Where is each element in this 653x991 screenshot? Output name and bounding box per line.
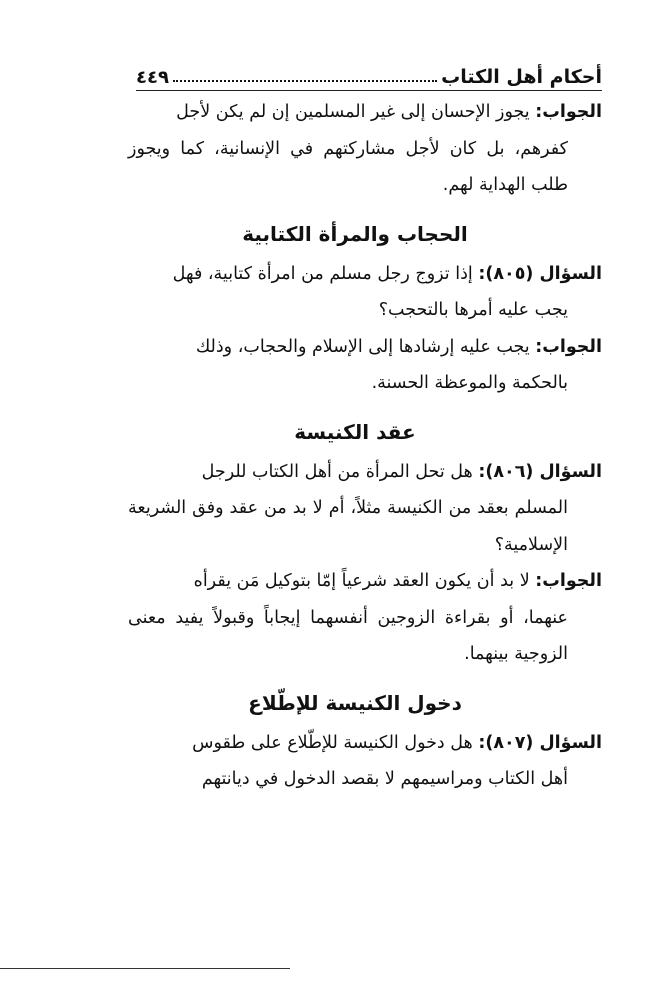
question-continuation: يجب عليه أمرها بالتحجب؟ (378, 300, 568, 320)
answer-continuation: كفرهم، بل كان لأجل مشاركتهم في الإنسانية، كما ويجوز طلب الهداية لهم. (128, 138, 568, 195)
answer-text-first-line: يجب عليه إرشادها إلى الإسلام والحجاب، وذلك (195, 336, 536, 357)
question-continuation: المسلم بعقد من الكنيسة مثلاً، أم لا بد من عقد وفق الشريعة الإسلامية؟ (128, 498, 568, 555)
section-heading-entering-church: دخول الكنيسة للإطّلاع (248, 690, 462, 715)
section-heading-hijab: الحجاب والمرأة الكتابية (242, 221, 468, 246)
question-text-first-line: هل دخول الكنيسة للإطّلاع على طقوس (192, 732, 479, 753)
page-header (136, 52, 602, 88)
dotted-leader (173, 80, 437, 82)
running-title: أحكام أهل الكتاب (441, 66, 602, 88)
footer-rule (0, 968, 290, 969)
question-label: السؤال (٨٠٧): (478, 732, 602, 753)
answer-paragraph (128, 329, 602, 366)
header-rule (136, 90, 602, 91)
answer-label: الجواب: (535, 102, 602, 122)
answer-label: الجواب: (535, 571, 602, 591)
question-paragraph (128, 454, 602, 491)
answer-paragraph (128, 563, 602, 600)
question-text-first-line: إذا تزوج رجل مسلم من امرأة كتابية، فهل (172, 263, 479, 284)
question-paragraph (128, 725, 602, 762)
answer-paragraph (128, 94, 602, 131)
page-number: ٤٤٩ (136, 67, 169, 88)
answer-continuation: عنهما، أو بقراءة الزوجين أنفسهما إيجاباً وقبولاً يفيد معنى الزوجية بينهما. (128, 607, 568, 664)
section-heading-church-contract: عقد الكنيسة (294, 419, 416, 444)
question-label: السؤال (٨٠٥): (478, 263, 602, 284)
question-label: السؤال (٨٠٦): (478, 461, 602, 482)
answer-label: الجواب: (535, 336, 602, 357)
answer-text-first-line: يجوز الإحسان إلى غير المسلمين إن لم يكن لأجل (176, 102, 536, 122)
answer-continuation: بالحكمة والموعظة الحسنة. (371, 373, 568, 393)
question-text-first-line: هل تحل المرأة من أهل الكتاب للرجل (201, 461, 479, 482)
question-paragraph (128, 256, 602, 293)
question-continuation: أهل الكتاب ومراسيمهم لا بقصد الدخول في ديانتهم (201, 769, 568, 789)
answer-text-first-line: لا بد أن يكون العقد شرعياً إمّا بتوكيل مَن يقرأه (193, 571, 536, 591)
page-content (128, 94, 602, 798)
